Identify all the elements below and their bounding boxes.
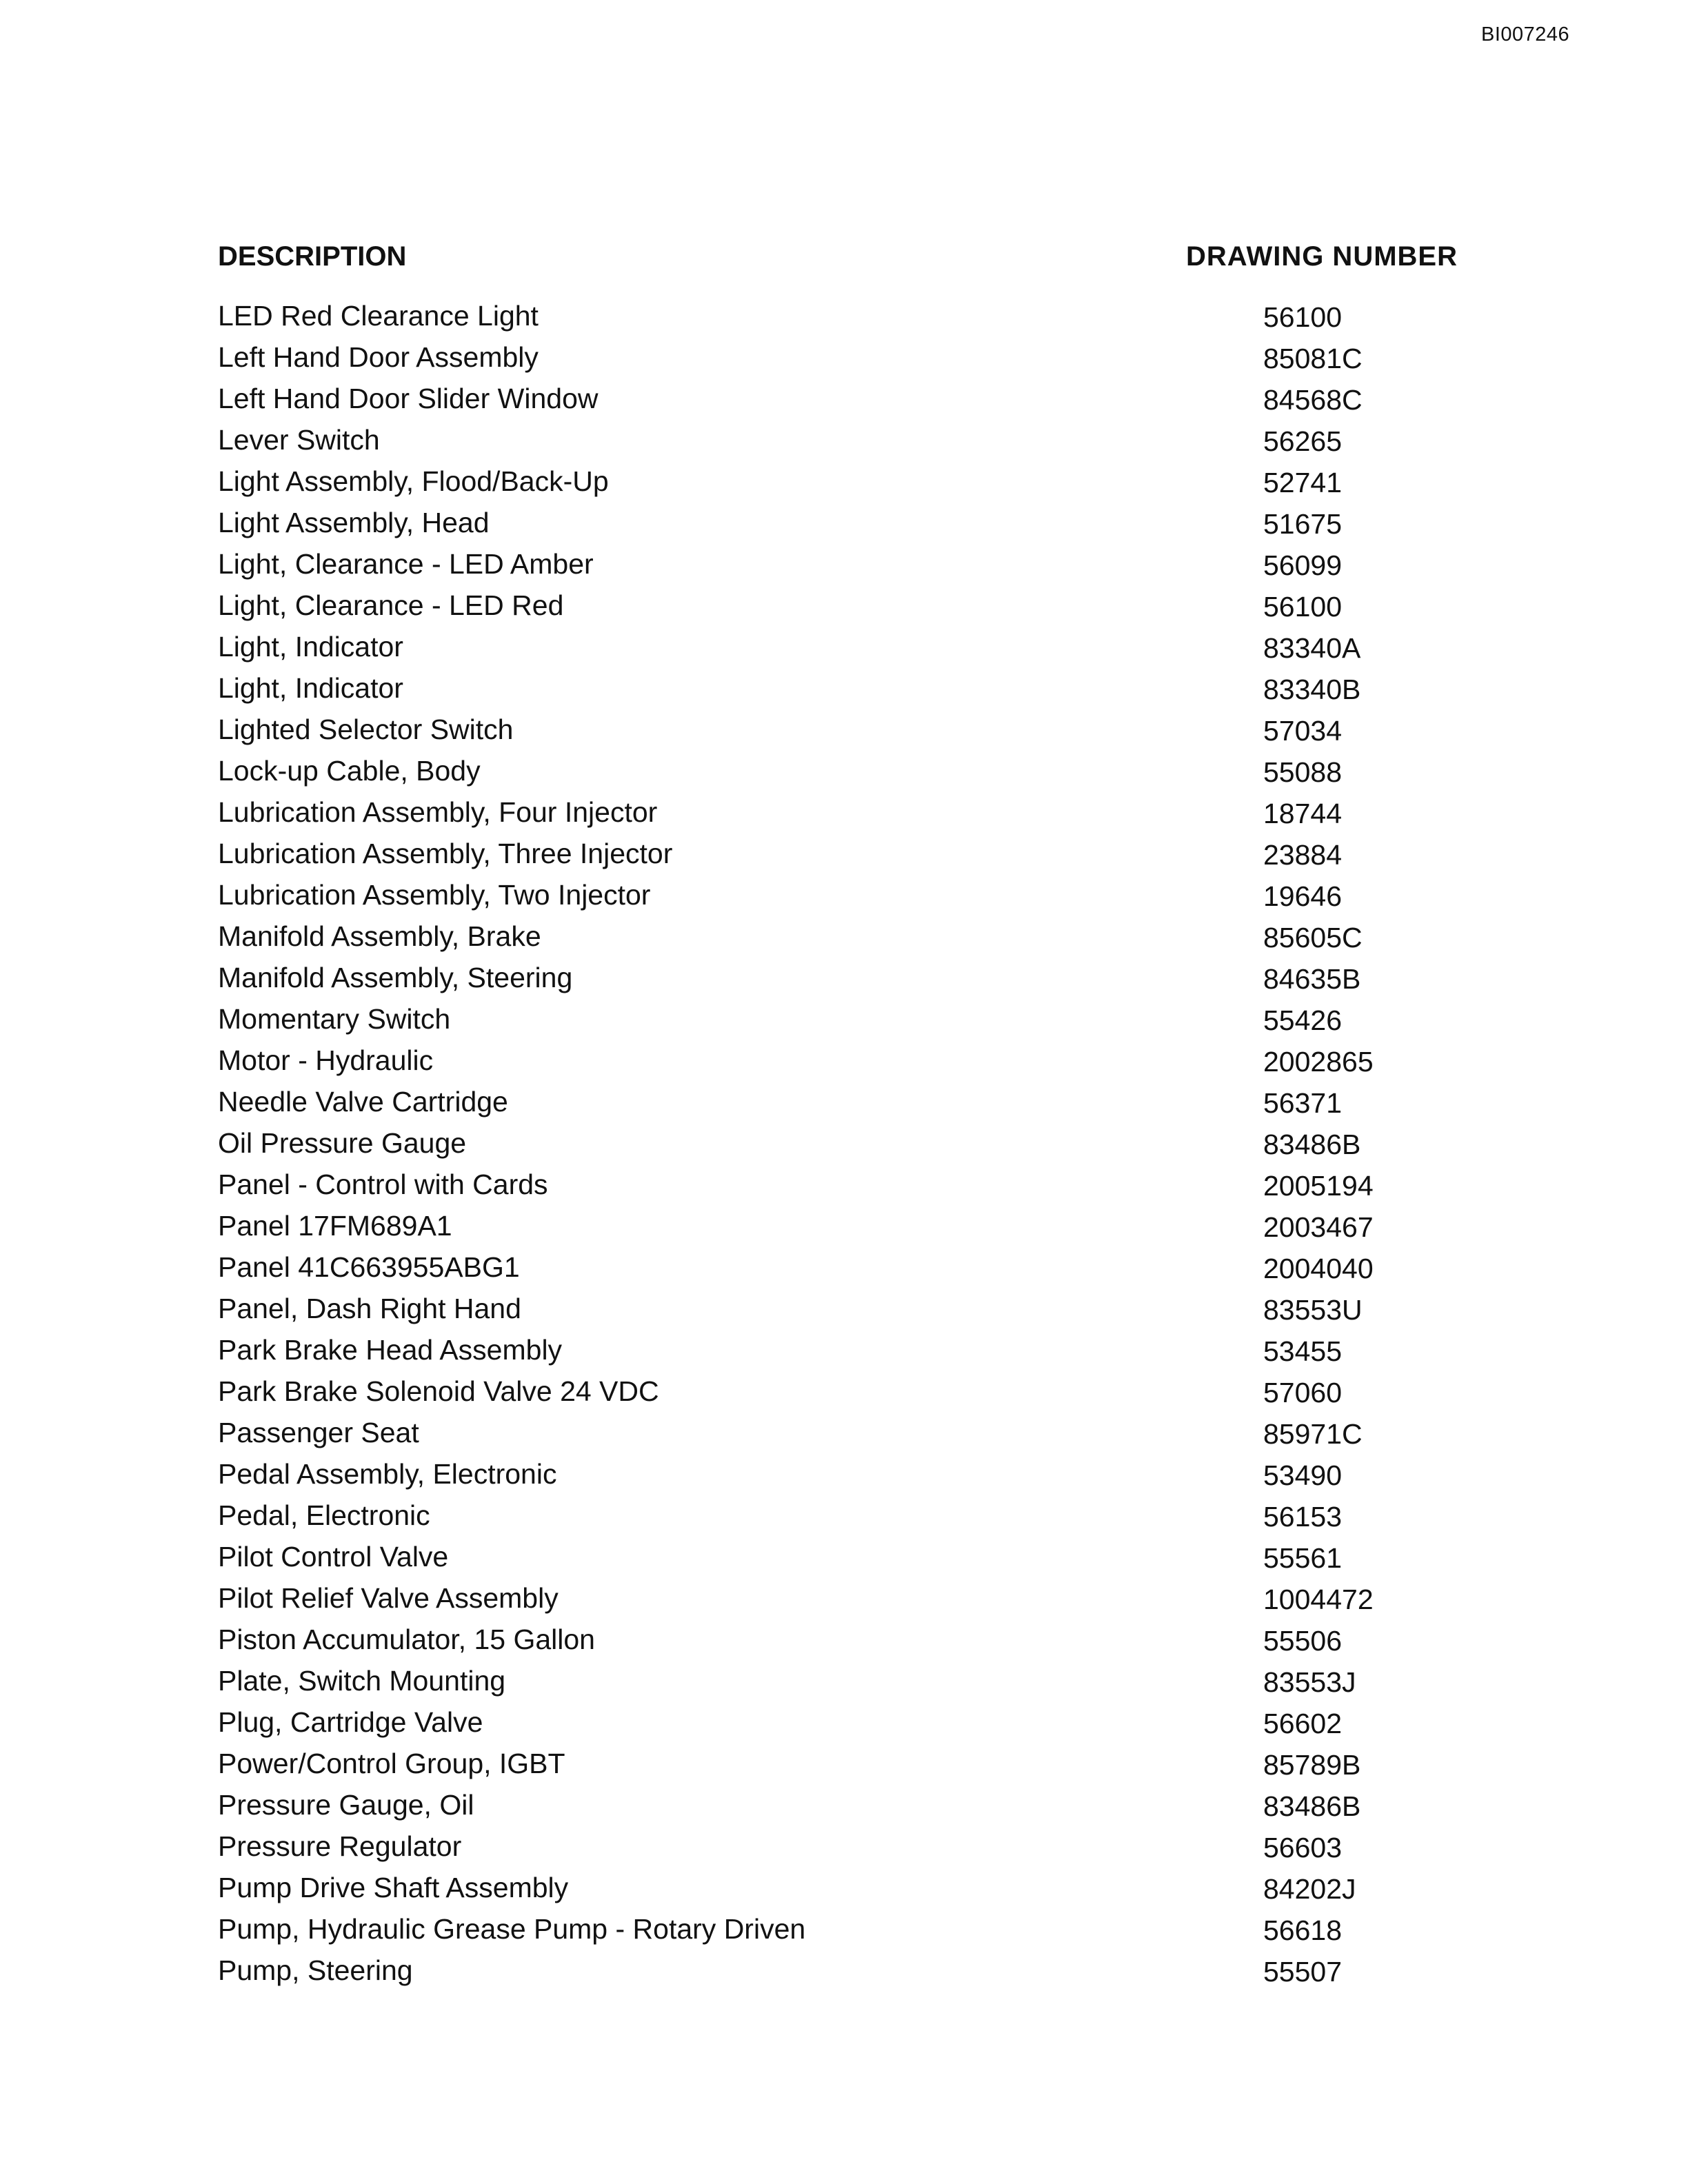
table-row: [218, 1164, 1459, 1205]
drawing-number: 57060: [1263, 1377, 1343, 1408]
drawing-number: 84202J: [1263, 1873, 1356, 1905]
drawing-number: 85789B: [1263, 1749, 1361, 1781]
table-row: [218, 1495, 1459, 1536]
table-row: [218, 1908, 1459, 1950]
table-row: [218, 1701, 1459, 1743]
table-row: [218, 626, 1459, 667]
table-row: [218, 378, 1459, 419]
table-row: [218, 1205, 1459, 1246]
drawing-number: 53490: [1263, 1459, 1343, 1491]
drawing-number: 55561: [1263, 1542, 1343, 1574]
table-row: [218, 295, 1459, 336]
drawing-number: 52741: [1263, 467, 1343, 498]
drawing-number: 51675: [1263, 508, 1343, 540]
table-row: [218, 1743, 1459, 1784]
part-description: Oil Pressure Gauge: [218, 1127, 467, 1159]
part-description: Left Hand Door Assembly: [218, 341, 539, 373]
part-description: Manifold Assembly, Brake: [218, 920, 541, 952]
part-description: Panel 41C663955ABG1: [218, 1251, 520, 1283]
table-header: [218, 241, 1459, 276]
table-row: [218, 461, 1459, 502]
drawing-number: 84568C: [1263, 384, 1363, 416]
drawing-number: 2004040: [1263, 1253, 1374, 1284]
part-description: Light, Indicator: [218, 672, 403, 704]
table-row: [218, 709, 1459, 750]
drawing-number: 56099: [1263, 549, 1343, 581]
drawing-number: 85605C: [1263, 922, 1363, 953]
drawing-number: 23884: [1263, 839, 1343, 871]
table-row: [218, 502, 1459, 543]
drawing-number: 56603: [1263, 1832, 1343, 1863]
part-description: Motor - Hydraulic: [218, 1044, 434, 1076]
drawing-number: 56265: [1263, 425, 1343, 457]
drawing-number: 55506: [1263, 1625, 1343, 1657]
description-column-header: DESCRIPTION: [218, 241, 407, 272]
table-row: [218, 791, 1459, 833]
table-row: [218, 1246, 1459, 1288]
part-description: Light Assembly, Head: [218, 507, 490, 538]
table-row: [218, 1371, 1459, 1412]
table-row: [218, 1784, 1459, 1826]
part-description: Power/Control Group, IGBT: [218, 1748, 565, 1779]
drawing-number: 83340B: [1263, 674, 1361, 705]
part-description: Lubrication Assembly, Three Injector: [218, 838, 673, 869]
part-description: Needle Valve Cartridge: [218, 1086, 508, 1118]
drawing-number: 85081C: [1263, 343, 1363, 374]
drawing-number: 83486B: [1263, 1790, 1361, 1822]
drawing-number: 56371: [1263, 1087, 1343, 1119]
part-description: Pump Drive Shaft Assembly: [218, 1872, 569, 1903]
table-row: [218, 1329, 1459, 1371]
drawing-number: 2003467: [1263, 1211, 1374, 1243]
part-description: Lubrication Assembly, Four Injector: [218, 796, 658, 828]
part-description: LED Red Clearance Light: [218, 300, 539, 332]
table-row: [218, 1536, 1459, 1577]
drawing-number: 55507: [1263, 1956, 1343, 1988]
drawing-number: 56602: [1263, 1708, 1343, 1739]
part-description: Lighted Selector Switch: [218, 714, 514, 745]
table-row: [218, 1122, 1459, 1164]
part-description: Light, Clearance - LED Amber: [218, 548, 594, 580]
part-description: Light, Clearance - LED Red: [218, 589, 564, 621]
drawing-number: 18744: [1263, 798, 1343, 829]
table-row: [218, 1660, 1459, 1701]
part-description: Pilot Control Valve: [218, 1541, 449, 1573]
parts-list: [218, 295, 1459, 1991]
drawing-number: 83486B: [1263, 1129, 1361, 1160]
table-row: [218, 1040, 1459, 1081]
drawing-number: 1004472: [1263, 1584, 1374, 1615]
table-row: [218, 1577, 1459, 1619]
part-description: Pump, Steering: [218, 1954, 413, 1986]
part-description: Lever Switch: [218, 424, 380, 456]
part-description: Park Brake Head Assembly: [218, 1334, 563, 1366]
table-row: [218, 1081, 1459, 1122]
document-id: BI007246: [1481, 23, 1570, 46]
table-row: [218, 1950, 1459, 1991]
drawing-number: 55426: [1263, 1004, 1343, 1036]
drawing-number: 84635B: [1263, 963, 1361, 995]
drawing-number: 56153: [1263, 1501, 1343, 1533]
drawing-number: 83553J: [1263, 1666, 1356, 1698]
table-row: [218, 998, 1459, 1040]
drawing-number: 56100: [1263, 301, 1343, 333]
part-description: Light Assembly, Flood/Back-Up: [218, 465, 609, 497]
part-description: Manifold Assembly, Steering: [218, 962, 573, 993]
table-row: [218, 833, 1459, 874]
table-row: [218, 1867, 1459, 1908]
drawing-number: 56618: [1263, 1914, 1343, 1946]
drawing-number: 53455: [1263, 1335, 1343, 1367]
table-row: [218, 957, 1459, 998]
drawing-number: 56100: [1263, 591, 1343, 623]
part-description: Passenger Seat: [218, 1417, 419, 1448]
table-row: [218, 750, 1459, 791]
drawing-number: 85971C: [1263, 1418, 1363, 1450]
table-row: [218, 874, 1459, 916]
drawing-number: 57034: [1263, 715, 1343, 747]
part-description: Panel, Dash Right Hand: [218, 1293, 521, 1324]
drawing-number: 83340A: [1263, 632, 1361, 664]
table-row: [218, 1826, 1459, 1867]
part-description: Left Hand Door Slider Window: [218, 383, 599, 414]
table-row: [218, 916, 1459, 957]
part-description: Lock-up Cable, Body: [218, 755, 481, 787]
table-row: [218, 543, 1459, 585]
table-row: [218, 336, 1459, 378]
part-description: Panel - Control with Cards: [218, 1169, 548, 1200]
part-description: Panel 17FM689A1: [218, 1210, 452, 1242]
table-row: [218, 1453, 1459, 1495]
drawing-number: 2005194: [1263, 1170, 1374, 1202]
part-description: Plate, Switch Mounting: [218, 1665, 506, 1697]
part-description: Pilot Relief Valve Assembly: [218, 1582, 559, 1614]
part-description: Pressure Regulator: [218, 1830, 462, 1862]
part-description: Lubrication Assembly, Two Injector: [218, 879, 651, 911]
part-description: Pedal, Electronic: [218, 1499, 430, 1531]
drawing-number: 19646: [1263, 880, 1343, 912]
table-row: [218, 1288, 1459, 1329]
table-row: [218, 585, 1459, 626]
part-description: Piston Accumulator, 15 Gallon: [218, 1624, 595, 1655]
part-description: Pressure Gauge, Oil: [218, 1789, 474, 1821]
part-description: Pump, Hydraulic Grease Pump - Rotary Driven: [218, 1913, 806, 1945]
part-description: Park Brake Solenoid Valve 24 VDC: [218, 1375, 659, 1407]
part-description: Plug, Cartridge Valve: [218, 1706, 483, 1738]
table-row: [218, 419, 1459, 461]
table-row: [218, 667, 1459, 709]
part-description: Light, Indicator: [218, 631, 403, 663]
table-row: [218, 1619, 1459, 1660]
part-description: Pedal Assembly, Electronic: [218, 1458, 557, 1490]
drawing-number-column-header: DRAWING NUMBER: [1186, 241, 1458, 272]
part-description: Momentary Switch: [218, 1003, 451, 1035]
drawing-number: 2002865: [1263, 1046, 1374, 1078]
table-row: [218, 1412, 1459, 1453]
drawing-number: 83553U: [1263, 1294, 1363, 1326]
drawing-number: 55088: [1263, 756, 1343, 788]
